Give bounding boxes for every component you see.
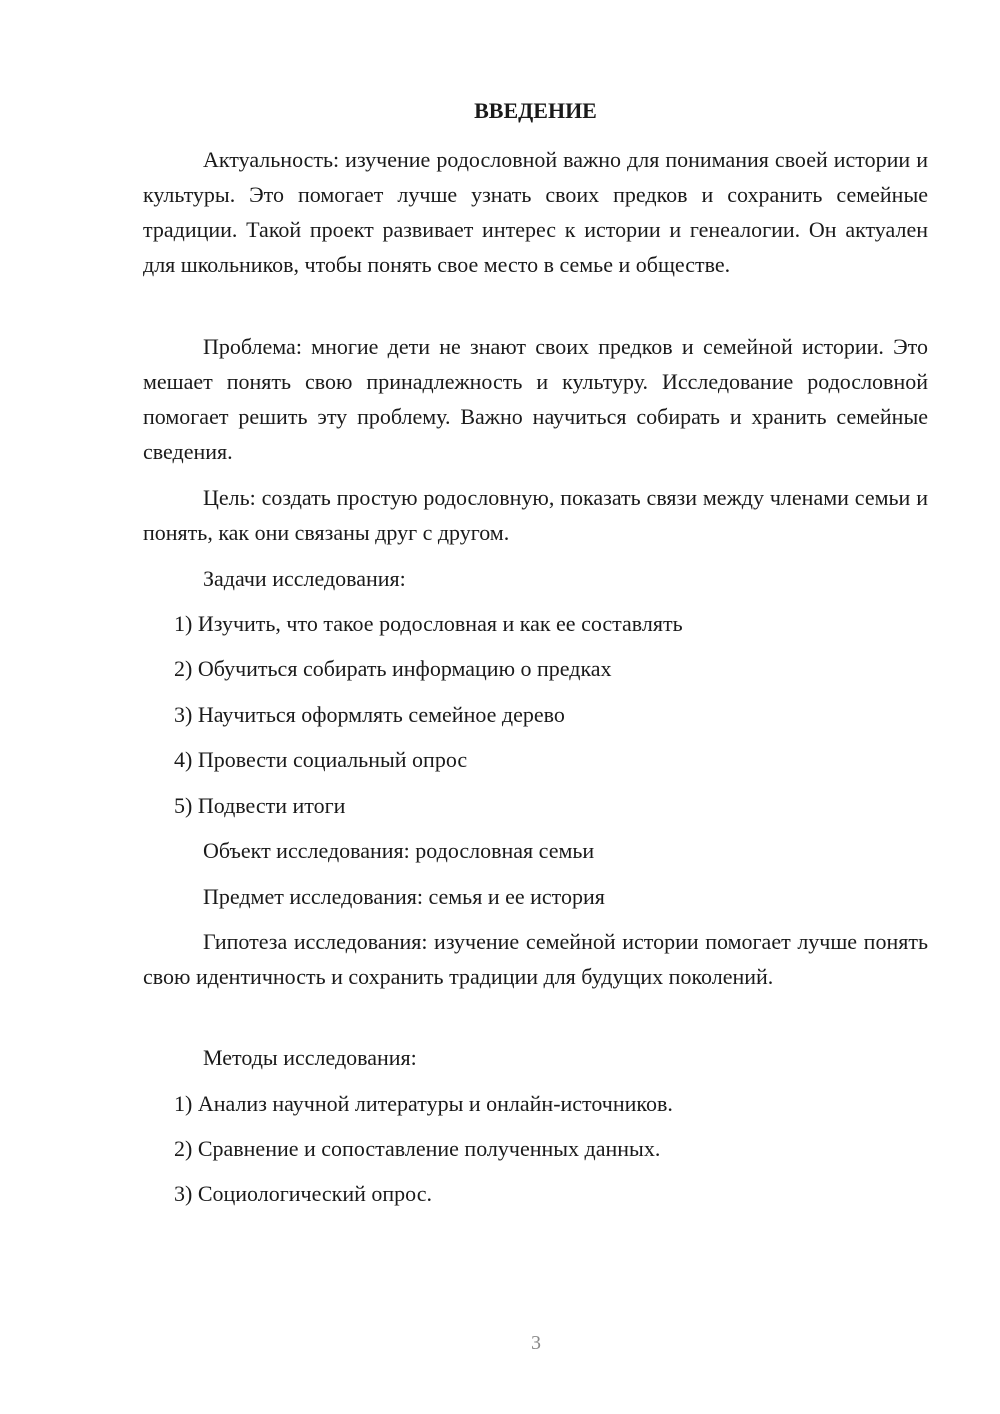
task-item: 5) Подвести итоги — [174, 793, 346, 818]
methods-heading: Методы исследования: — [203, 1045, 417, 1070]
research-object: Объект исследования: родословная семьи — [203, 838, 595, 863]
relevance-paragraph: Актуальность: изучение родословной важно для понимания своей истории и культуры. Это помогает лучше узнать своих предков и сохранить семейные традиции. Такой проект развивает интерес к истории и генеалогии. Он актуален для школьников, чтобы понять свое место в семье и обществе. — [143, 147, 928, 277]
problem-paragraph: Проблема: многие дети не знают своих предков и семейной истории. Это мешает понять свою принадлежность и культуру. Исследование родословной помогает решить эту проблему. Важно научиться собирать и хранить семейные сведения. — [143, 334, 928, 464]
hypothesis-paragraph: Гипотеза исследования: изучение семейной истории помогает лучше понять свою идентичность и сохранить традиции для будущих поколений. — [143, 929, 928, 989]
task-item: 2) Обучиться собирать информацию о предках — [174, 656, 612, 681]
page-title: ВВЕДЕНИЕ — [474, 98, 597, 123]
task-item: 3) Научиться оформлять семейное дерево — [174, 702, 565, 727]
tasks-heading: Задачи исследования: — [203, 566, 406, 591]
page-number: 3 — [531, 1332, 541, 1354]
method-item: 3) Социологический опрос. — [174, 1181, 432, 1206]
research-subject: Предмет исследования: семья и ее история — [203, 884, 605, 909]
task-item: 4) Провести социальный опрос — [174, 747, 468, 772]
method-item: 2) Сравнение и сопоставление полученных данных. — [174, 1136, 661, 1161]
goal-paragraph: Цель: создать простую родословную, показать связи между членами семьи и понять, как они связаны друг с другом. — [143, 485, 928, 545]
method-item: 1) Анализ научной литературы и онлайн-источников. — [174, 1091, 673, 1116]
task-item: 1) Изучить, что такое родословная и как ее составлять — [174, 611, 683, 636]
